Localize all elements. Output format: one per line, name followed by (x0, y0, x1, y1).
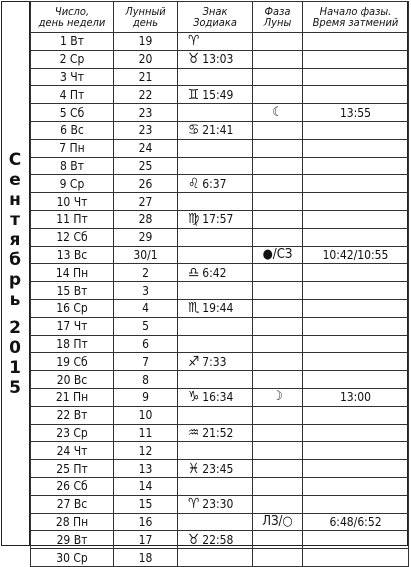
moon-phase-cell (253, 139, 303, 157)
zodiac-ingress-time: 13:03 (202, 52, 234, 67)
moon-phase-cell (253, 495, 303, 513)
zodiac-cell (178, 317, 253, 335)
zodiac-ingress-time: 16:34 (202, 390, 234, 405)
moon-phase-cell (253, 460, 303, 478)
side-title-letter: ь (9, 289, 21, 310)
table-row (31, 86, 409, 104)
zodiac-ingress-time: 6:42 (202, 265, 227, 280)
lunar-day-cell: 23 (114, 104, 178, 122)
zodiac-cell (178, 477, 253, 495)
phase-start-cell (303, 121, 409, 139)
table-row (31, 228, 409, 246)
lunar-calendar-table (30, 1, 409, 567)
table-row (31, 50, 409, 68)
header-date: Число, день недели (31, 2, 114, 33)
moon-phase-cell: ☾ (253, 104, 303, 122)
table-row (31, 121, 409, 139)
moon-phase-cell (253, 335, 303, 353)
lunar-day-cell: 10 (114, 406, 178, 424)
side-title-letter: т (10, 209, 20, 230)
lunar-day-cell: 27 (114, 193, 178, 211)
date-cell: 3 Чт (31, 68, 114, 86)
lunar-day-cell: 17 (114, 531, 178, 549)
side-title-letter: я (9, 229, 21, 250)
zodiac-ingress-time: 21:41 (202, 123, 234, 138)
lunar-day-cell: 6 (114, 335, 178, 353)
date-cell: 15 Вт (31, 282, 114, 300)
header-zodiac: Знак Зодиака (178, 2, 253, 33)
date-cell: 20 Вс (31, 371, 114, 389)
zodiac-cell (178, 424, 253, 442)
zodiac-cell (178, 353, 253, 371)
lunar-day-cell: 4 (114, 299, 178, 317)
lunar-day-cell: 13 (114, 460, 178, 478)
phase-start-cell (303, 264, 409, 282)
date-cell: 6 Вс (31, 121, 114, 139)
zodiac-cell (178, 210, 253, 228)
table-row (31, 406, 409, 424)
table-row (31, 531, 409, 549)
phase-start-cell (303, 531, 409, 549)
zodiac-cell (178, 86, 253, 104)
moon-phase-cell (253, 282, 303, 300)
zodiac-sign-icon: ♊ (188, 86, 200, 103)
lunar-day-cell: 25 (114, 157, 178, 175)
phase-start-cell (303, 50, 409, 68)
zodiac-sign-icon: ♉ (188, 51, 200, 68)
lunar-day-cell: 19 (114, 33, 178, 51)
date-cell: 25 Пт (31, 460, 114, 478)
zodiac-sign-icon: ♎ (188, 264, 200, 281)
date-cell: 7 Пн (31, 139, 114, 157)
phase-start-cell (303, 371, 409, 389)
date-cell: 9 Ср (31, 175, 114, 193)
moon-phase-cell (253, 68, 303, 86)
zodiac-cell (178, 282, 253, 300)
lunar-day-cell: 5 (114, 317, 178, 335)
date-cell: 10 Чт (31, 193, 114, 211)
zodiac-sign-icon: ♌ (188, 175, 200, 192)
phase-start-cell (303, 175, 409, 193)
zodiac-cell (178, 460, 253, 478)
phase-start-cell (303, 193, 409, 211)
lunar-day-cell: 23 (114, 121, 178, 139)
phase-start-cell (303, 299, 409, 317)
phase-start-cell (303, 549, 409, 567)
moon-phase-cell (253, 210, 303, 228)
moon-phase-cell (253, 424, 303, 442)
table-row (31, 388, 409, 406)
phase-start-cell: 13:55 (303, 104, 409, 122)
lunar-day-cell: 7 (114, 353, 178, 371)
lunar-day-cell: 29 (114, 228, 178, 246)
table-row (31, 371, 409, 389)
moon-phase-cell (253, 477, 303, 495)
moon-phase-cell (253, 157, 303, 175)
table-row (31, 317, 409, 335)
zodiac-cell (178, 121, 253, 139)
moon-phase-cell (253, 264, 303, 282)
table-row (31, 549, 409, 567)
zodiac-cell (178, 495, 253, 513)
phase-start-cell: 13:00 (303, 388, 409, 406)
side-title-letter: б (9, 249, 21, 270)
zodiac-cell (178, 549, 253, 567)
date-cell: 27 Вс (31, 495, 114, 513)
lunar-day-cell: 24 (114, 139, 178, 157)
phase-start-cell (303, 442, 409, 460)
table-row (31, 193, 409, 211)
table-row (31, 68, 409, 86)
phase-start-cell (303, 157, 409, 175)
lunar-day-cell: 9 (114, 388, 178, 406)
zodiac-cell (178, 139, 253, 157)
zodiac-sign-icon: ♍ (188, 211, 200, 228)
phase-start-cell (303, 495, 409, 513)
moon-phase-cell: ☽ (253, 388, 303, 406)
table-row (31, 282, 409, 300)
phase-start-cell (303, 424, 409, 442)
zodiac-ingress-time: 22:58 (202, 532, 234, 547)
zodiac-cell (178, 442, 253, 460)
date-cell: 18 Пт (31, 335, 114, 353)
zodiac-sign-icon: ♑ (188, 389, 200, 406)
zodiac-ingress-time: 6:37 (202, 176, 227, 191)
zodiac-cell (178, 246, 253, 264)
moon-phase-cell (253, 442, 303, 460)
date-cell: 11 Пт (31, 210, 114, 228)
date-cell: 14 Пн (31, 264, 114, 282)
table-row (31, 139, 409, 157)
date-cell: 28 Пн (31, 513, 114, 531)
table-row (31, 335, 409, 353)
table-row (31, 424, 409, 442)
phase-start-cell (303, 317, 409, 335)
header-lunar-day: Лунный день (114, 2, 178, 33)
date-cell: 19 Сб (31, 353, 114, 371)
zodiac-cell (178, 513, 253, 531)
zodiac-sign-icon: ♈ (188, 496, 200, 513)
date-cell: 17 Чт (31, 317, 114, 335)
phase-start-cell (303, 139, 409, 157)
phase-start-cell (303, 33, 409, 51)
moon-phase-cell (253, 86, 303, 104)
date-cell: 24 Чт (31, 442, 114, 460)
zodiac-cell (178, 175, 253, 193)
zodiac-sign-icon: ♓ (188, 460, 200, 477)
table-row (31, 175, 409, 193)
date-cell: 30 Ср (31, 549, 114, 567)
phase-start-cell (303, 68, 409, 86)
zodiac-cell (178, 104, 253, 122)
date-cell: 29 Вт (31, 531, 114, 549)
side-title-letter: р (8, 269, 22, 290)
lunar-day-cell: 20 (114, 50, 178, 68)
phase-start-cell: 10:42/10:55 (303, 246, 409, 264)
lunar-day-cell: 30/1 (114, 246, 178, 264)
zodiac-sign-icon: ♐ (188, 353, 200, 370)
header-moon-phase: Фаза Луны (253, 2, 303, 33)
lunar-day-cell: 21 (114, 68, 178, 86)
phase-start-cell (303, 353, 409, 371)
lunar-day-cell: 12 (114, 442, 178, 460)
zodiac-cell (178, 335, 253, 353)
zodiac-ingress-time: 23:45 (202, 461, 234, 476)
table-row (31, 353, 409, 371)
phase-start-cell (303, 406, 409, 424)
zodiac-cell (178, 157, 253, 175)
moon-phase-cell (253, 175, 303, 193)
date-cell: 13 Вс (31, 246, 114, 264)
moon-phase-cell (253, 371, 303, 389)
zodiac-ingress-time: 23:30 (202, 497, 234, 512)
zodiac-sign-icon: ♒ (188, 424, 200, 441)
zodiac-cell (178, 531, 253, 549)
zodiac-sign-icon: ♋ (188, 122, 200, 139)
header-row (31, 2, 409, 33)
table-row (31, 460, 409, 478)
side-title-letter: 0 (9, 337, 21, 358)
moon-phase-cell (253, 317, 303, 335)
lunar-day-cell: 11 (114, 424, 178, 442)
date-cell: 23 Ср (31, 424, 114, 442)
lunar-day-cell: 3 (114, 282, 178, 300)
table-row (31, 442, 409, 460)
date-cell: 16 Ср (31, 299, 114, 317)
phase-start-cell: 6:48/6:52 (303, 513, 409, 531)
lunar-day-cell: 18 (114, 549, 178, 567)
zodiac-cell (178, 299, 253, 317)
zodiac-sign-icon: ♉ (188, 531, 200, 548)
moon-phase-cell (253, 353, 303, 371)
date-cell: 2 Ср (31, 50, 114, 68)
side-title-letter: С (8, 149, 22, 170)
side-title-letter: 1 (9, 357, 21, 378)
zodiac-ingress-time: 19:44 (202, 301, 234, 316)
lunar-day-cell: 16 (114, 513, 178, 531)
zodiac-cell (178, 264, 253, 282)
moon-phase-cell (253, 531, 303, 549)
lunar-day-cell: 2 (114, 264, 178, 282)
table-row (31, 477, 409, 495)
phase-start-cell (303, 86, 409, 104)
date-cell: 5 Сб (31, 104, 114, 122)
zodiac-sign-icon: ♈ (188, 33, 200, 50)
moon-phase-cell: ЛЗ/○ (253, 513, 303, 531)
month-year-vertical-title (1, 1, 30, 546)
side-title-letter: е (9, 169, 21, 190)
zodiac-cell (178, 388, 253, 406)
date-cell: 22 Вт (31, 406, 114, 424)
zodiac-ingress-time: 17:57 (202, 212, 234, 227)
table-row (31, 157, 409, 175)
moon-phase-cell (253, 228, 303, 246)
side-title-letter: 2 (9, 317, 21, 338)
zodiac-ingress-time: 21:52 (202, 425, 234, 440)
date-cell: 21 Пн (31, 388, 114, 406)
zodiac-sign-icon: ♏ (188, 300, 200, 317)
zodiac-cell (178, 50, 253, 68)
lunar-day-cell: 22 (114, 86, 178, 104)
table-row (31, 513, 409, 531)
phase-start-cell (303, 228, 409, 246)
moon-phase-cell (253, 406, 303, 424)
date-cell: 4 Пт (31, 86, 114, 104)
lunar-day-cell: 26 (114, 175, 178, 193)
moon-phase-cell (253, 299, 303, 317)
table-row (31, 104, 409, 122)
date-cell: 26 Сб (31, 477, 114, 495)
table-row (31, 210, 409, 228)
zodiac-cell (178, 68, 253, 86)
moon-phase-cell (253, 33, 303, 51)
phase-start-cell (303, 477, 409, 495)
zodiac-ingress-time: 15:49 (202, 87, 234, 102)
moon-phase-cell (253, 549, 303, 567)
date-cell: 8 Вт (31, 157, 114, 175)
table-row (31, 495, 409, 513)
table-row (31, 246, 409, 264)
lunar-day-cell: 15 (114, 495, 178, 513)
moon-phase-cell: ●/СЗ (253, 246, 303, 264)
zodiac-cell (178, 193, 253, 211)
moon-phase-cell (253, 50, 303, 68)
side-title-letter: 5 (9, 377, 21, 398)
phase-start-cell (303, 210, 409, 228)
zodiac-cell (178, 228, 253, 246)
zodiac-cell (178, 371, 253, 389)
table-row (31, 33, 409, 51)
date-cell: 1 Вт (31, 33, 114, 51)
moon-phase-cell (253, 121, 303, 139)
table-row (31, 264, 409, 282)
zodiac-cell (178, 406, 253, 424)
phase-start-cell (303, 460, 409, 478)
side-title-letter: н (9, 189, 21, 210)
zodiac-cell (178, 33, 253, 51)
date-cell: 12 Сб (31, 228, 114, 246)
zodiac-ingress-time: 7:33 (202, 354, 227, 369)
moon-phase-cell (253, 193, 303, 211)
phase-start-cell (303, 282, 409, 300)
phase-start-cell (303, 335, 409, 353)
header-phase-start: Начало фазы. Время затмений (303, 2, 409, 33)
lunar-day-cell: 28 (114, 210, 178, 228)
lunar-day-cell: 14 (114, 477, 178, 495)
table-row (31, 299, 409, 317)
lunar-day-cell: 8 (114, 371, 178, 389)
